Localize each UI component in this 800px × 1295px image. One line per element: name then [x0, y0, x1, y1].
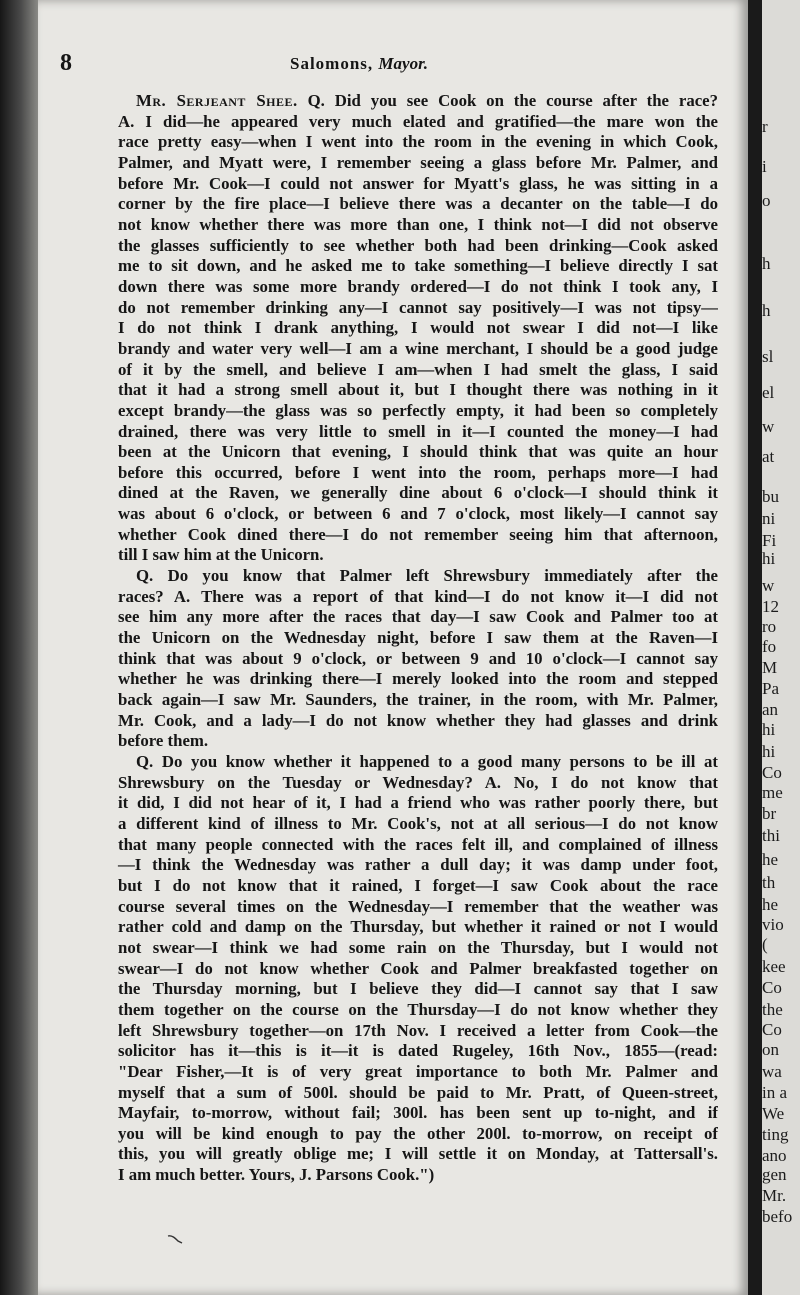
text-line: except brandy—the glass was so perfectly empty, it had been so completely — [118, 400, 718, 420]
next-page-fragment: We — [762, 1104, 785, 1123]
next-page-fragment: ano — [762, 1146, 787, 1165]
text-line: it did, I did not hear of it, I had a friend who was rather poorly there, but — [118, 793, 718, 813]
text-line: myself that a sum of 500l. should be paid to Mr. Pratt, of Queen-street, — [118, 1082, 718, 1102]
text-line: before Mr. Cook—I could not answer for Myatt's glass, he was sitting in a — [118, 173, 718, 193]
next-page-fragment: Pa — [762, 679, 779, 698]
text-line: before them. — [118, 731, 209, 751]
text-line: before this occurred, before I went into the room, perhaps more—I had — [118, 462, 718, 482]
speaker-label: Mr. Serjeant Shee. — [136, 91, 298, 110]
text-line: drained, there was very little to smell in it—I counted the money—I had — [118, 421, 718, 441]
text-line: not know whether there was more than one, I think not—I did not observe — [118, 214, 718, 234]
next-page-fragment: Co — [762, 763, 782, 782]
text-line: see him any more after the races that day—I saw Cook and Palmer too at — [118, 607, 718, 627]
page-header — [60, 42, 720, 76]
paragraph-1 — [100, 91, 718, 566]
text-line: you will be kind enough to pay the other 200l. to-morrow, on receipt of — [118, 1123, 718, 1143]
next-page-fragment: hi — [762, 549, 776, 568]
next-page-edge — [762, 0, 800, 1295]
next-page-fragment: hi — [762, 720, 776, 739]
next-page-fragment: the — [762, 1000, 783, 1019]
text-line: the glasses sufficiently to see whether both had been drinking—Cook asked — [118, 235, 718, 255]
page-number: 8 — [60, 50, 72, 76]
next-page-fragment: he — [762, 895, 779, 914]
text-line: this, you will greatly oblige me; I will settle it on Monday, at Tattersall's. — [118, 1144, 718, 1164]
text-line: not swear—I think we had some rain on the Thursday, but I would not — [118, 937, 718, 957]
text-line: Palmer, and Myatt were, I remember seeing a glass before Mr. Palmer, and — [118, 152, 718, 172]
next-page-fragment: hi — [762, 742, 776, 761]
next-page-fragment: in a — [762, 1083, 788, 1102]
next-page-fragment: br — [762, 804, 777, 823]
text-line: me to sit down, and he asked me to take something—I believe directly I sat — [118, 256, 718, 276]
text-line: corner by the fire place—I believe there was a decanter on the table—I do — [118, 194, 718, 214]
text-line: brandy and water very well—I am a wine merchant, I should be a good judge — [118, 338, 718, 358]
next-page-fragment: wa — [762, 1062, 782, 1081]
text-line: Mr. Cook, and a lady—I do not know whether they had glasses and drink — [118, 710, 718, 730]
text-line: of it by the smell, and believe I am—when I had smelt the glass, I said — [118, 359, 718, 379]
next-page-fragment: thi — [762, 826, 780, 845]
next-page-fragment: gen — [762, 1165, 787, 1184]
text-line: do not remember drinking any—I cannot say positively—I was not tipsy— — [118, 297, 718, 317]
text-line: solicitor has it—this is it—it is dated Rugeley, 16th Nov., 1855—(read: — [118, 1041, 718, 1061]
next-page-fragment: i — [762, 157, 767, 176]
next-page-fragment: vio — [762, 915, 784, 934]
next-page-fragment: on — [762, 1040, 779, 1059]
paragraph-2 — [100, 566, 718, 752]
book-spine — [0, 0, 38, 1295]
text-line: Q. Do you know that Palmer left Shrewsbury immediately after the — [136, 566, 718, 586]
text-line: the Thursday morning, but I believe they did—I cannot say that I saw — [118, 979, 718, 999]
next-page-fragment: 12 — [762, 597, 779, 616]
text-line: course several times on the Wednesday—I remember that the weather was — [118, 896, 718, 916]
next-page-fragment: o — [762, 191, 771, 210]
text-line: whether Cook dined there—I do not remember seeing him that afternoon, — [118, 524, 718, 544]
text-line: left Shrewsbury together—on 17th Nov. I received a letter from Cook—the — [118, 1020, 718, 1040]
text-line: down there was some more brandy ordered—I do not think I took any, I — [118, 276, 718, 296]
book-page — [38, 0, 748, 1295]
text-line: dined at the Raven, we generally dine about 6 o'clock—I should think it — [118, 483, 718, 503]
next-page-fragment: me — [762, 783, 783, 802]
next-page-fragment: Fi — [762, 531, 777, 550]
next-page-fragment: at — [762, 447, 775, 466]
body-text — [100, 91, 718, 1186]
next-page-fragment: Co — [762, 1020, 782, 1039]
text-line: that many people connected with the races felt ill, and complained of illness — [118, 834, 718, 854]
text-line: them together on the course on the Thursday—I do not know whether they — [118, 999, 718, 1019]
text-line: think that was about 9 o'clock, or between 9 and 10 o'clock—I cannot say — [118, 648, 718, 668]
text-line: back again—I saw Mr. Saunders, the trainer, in the room, with Mr. Palmer, — [118, 690, 718, 710]
text-line: been at the Unicorn that evening, I should think that was quite an hour — [118, 442, 718, 462]
text-line: Shrewsbury on the Tuesday or Wednesday? A. No, I do not know that — [118, 772, 718, 792]
next-page-fragment: ro — [762, 617, 777, 636]
next-page-fragment: Co — [762, 978, 782, 997]
paragraph-3 — [100, 752, 718, 1186]
text-line: Q. Do you know whether it happened to a good many persons to be ill at — [136, 752, 718, 771]
text-line: the Unicorn on the Wednesday night, before I saw them at the Raven—I — [118, 628, 718, 648]
next-page-fragment: w — [762, 417, 775, 436]
text-line: was about 6 o'clock, or between 6 and 7 o'clock, most likely—I cannot say — [118, 504, 718, 524]
next-page-fragment: he — [762, 850, 779, 869]
text-line: A. I did—he appeared very much elated and gratified—the mare won the — [118, 111, 718, 131]
text-line: "Dear Fisher,—It is of very great importance to both Mr. Palmer and — [118, 1061, 718, 1081]
next-page-fragment: sl — [762, 347, 774, 366]
text-line: —I think the Wednesday was rather a dull day; it was damp under foot, — [118, 855, 718, 875]
next-page-fragment: befo — [762, 1207, 793, 1226]
next-page-fragment: r — [762, 117, 768, 136]
next-page-fragment: th — [762, 873, 776, 892]
text-line: till I saw him at the Unicorn. — [118, 545, 324, 565]
running-head — [290, 54, 428, 74]
text-line: races? A. There was a report of that kind—I do not know it—I did not — [118, 586, 718, 606]
next-page-fragment: bu — [762, 487, 779, 506]
text-line: but I do not know that it rained, I forget—I saw Cook about the race — [118, 875, 718, 895]
text-line: I do not think I drank anything, I would not swear I did not—I like — [118, 318, 718, 338]
text-line: a different kind of illness to Mr. Cook's, not at all serious—I do not know — [118, 813, 718, 833]
next-page-fragment: h — [762, 301, 771, 320]
running-head-title: Mayor. — [378, 54, 429, 73]
next-page-fragment: el — [762, 383, 775, 402]
page-gutter — [748, 0, 762, 1295]
text-line: I am much better. Yours, J. Parsons Cook.") — [118, 1165, 435, 1185]
text-line: race pretty easy—when I went into the room in the evening in which Cook, — [118, 132, 718, 152]
next-page-fragment: Mr. — [762, 1186, 787, 1205]
text-line: Mr. Serjeant Shee. Q. Did you see Cook on the course after the race? — [136, 91, 718, 110]
next-page-fragment: M — [762, 658, 778, 677]
pen-mark-icon — [166, 1233, 186, 1245]
next-page-fragment: w — [762, 576, 775, 595]
running-head-name: Salomons, — [290, 54, 374, 73]
text-line: rather cold and damp on the Thursday, but whether it rained or not I would — [118, 917, 718, 937]
next-page-fragment: an — [762, 700, 779, 719]
text-line: swear—I do not know whether Cook and Palmer breakfasted together on — [118, 958, 718, 978]
next-page-fragment: ( — [762, 935, 768, 954]
next-page-fragment: kee — [762, 957, 786, 976]
next-page-fragment: h — [762, 254, 771, 273]
next-page-fragment: ting — [762, 1125, 789, 1144]
next-page-fragment: ni — [762, 509, 776, 528]
text-line: whether he was drinking there—I merely looked into the room and stepped — [118, 669, 718, 689]
text-line: that it had a strong smell about it, but I thought there was nothing in it — [118, 380, 718, 400]
next-page-fragment: fo — [762, 637, 777, 656]
text-line: Mayfair, to-morrow, without fail; 300l. has been sent up to-night, and if — [118, 1103, 718, 1123]
